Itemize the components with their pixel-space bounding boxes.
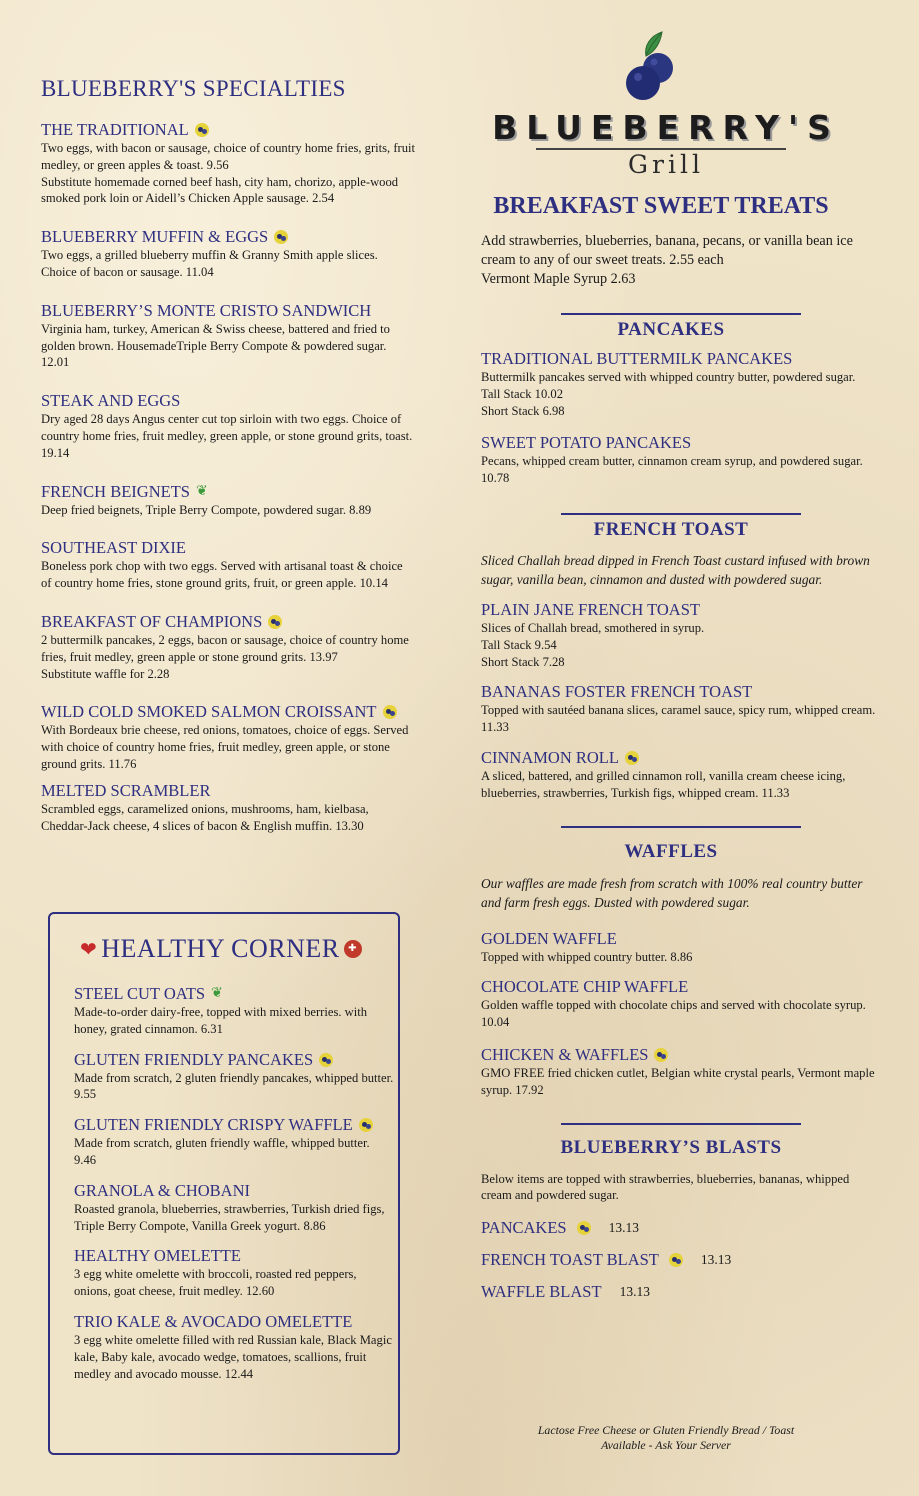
menu-item-description: Scrambled eggs, caramelized onions, mushrooms, ham, kielbasa, Cheddar-Jack cheese, 4 slices of bacon & English muffin. 13.30 [41,801,369,833]
blast-item-name: WAFFLE BLAST [481,1282,602,1302]
menu-item-title: STEAK AND EGGS [41,391,181,411]
menu-item-title: TRADITIONAL BUTTERMILK PANCAKES [481,349,793,368]
menu-item-description: Made from scratch, 2 gluten friendly pancakes, whipped butter. 9.55 [74,1070,394,1102]
menu-item-name [41,391,416,411]
menu-item-name [41,538,416,558]
menu-item [481,433,881,487]
blast-item [481,1250,881,1270]
menu-item [41,227,416,281]
blasts-list [481,1218,881,1302]
blueberry-icon [319,1053,333,1067]
menu-item-description: Two eggs, with bacon or sausage, choice of country home fries, grits, fruit medley, or green apples & toast. 9.56 Substitute homemade corned beef hash, city ham, chorizo, apple-wood smoked pork loin or Aidell’s Chicken Apple sausage. 2.54 [41,141,416,206]
menu-item-name [481,748,881,768]
menu-item-name [481,929,881,949]
blasts-title: BLUEBERRY’S BLASTS [560,1136,782,1158]
menu-item-title: BLUEBERRY MUFFIN & EGGS [41,227,269,247]
menu-item-name [41,227,416,247]
leaf-icon: ❦ [211,986,223,1001]
menu-item-description: Pecans, whipped cream butter, cinnamon cream syrup, and powdered sugar. 10.78 [481,454,863,486]
menu-item-name [74,1181,394,1201]
menu-item [74,1115,394,1169]
menu-item-name [41,120,416,140]
blueberry-icon [383,705,397,719]
menu-item [481,977,881,1031]
menu-item-description: A sliced, battered, and grilled cinnamon roll, vanilla cream cheese icing, blueberries, strawberries, Turkish figs, whipped cream. 11.33 [481,768,846,800]
menu-item-name [481,977,881,997]
menu-item-name [74,984,394,1004]
menu-item [41,781,416,835]
menu-item-description: Boneless pork chop with two eggs. Served with artisanal toast & choice of country home fries, stone ground grits, fruit, or green apple. 10.14 [41,559,403,591]
blueberry-icon [195,123,209,137]
sweet-treats-title: BREAKFAST SWEET TREATS [493,193,829,219]
leaf-icon: ❦ [195,483,208,499]
menu-item-description: With Bordeaux brie cheese, red onions, tomatoes, choice of eggs. Served with choice of country home fries, fruit medley, green apple, or stone ground grits. 11.76 [41,723,409,771]
menu-item-description: 3 egg white omelette with broccoli, roasted red peppers, onions, goat cheese, fruit medley. 12.60 [74,1267,357,1299]
menu-item-name [41,781,416,801]
waffles-title: WAFFLES [624,840,718,862]
menu-item-name [481,433,881,453]
healthy-badge-icon: ✚ [344,940,362,958]
menu-item-name [481,682,881,702]
blast-item-price: 13.13 [608,1220,639,1236]
blueberry-icon [274,230,288,244]
menu-item [74,1312,394,1382]
menu-item-description: Buttermilk pancakes served with whipped country butter, powdered sugar. Tall Stack 10.02 Short Stack 6.98 [481,370,856,418]
menu-item [481,748,881,802]
menu-item-title: SWEET POTATO PANCAKES [481,433,692,453]
blast-item-name: FRENCH TOAST BLAST [481,1250,659,1270]
menu-item-title: BANANAS FOSTER FRENCH TOAST [481,682,753,702]
blueberry-icon [669,1253,683,1267]
blast-item-price: 13.13 [619,1284,650,1300]
menu-item [41,301,416,371]
menu-item-title: STEEL CUT OATS [74,984,206,1003]
waffles-list [481,929,881,1099]
blueberry-icon [654,1048,668,1062]
menu-item [41,538,416,592]
menu-item-title: PLAIN JANE FRENCH TOAST [481,599,700,619]
menu-item-description: 2 buttermilk pancakes, 2 eggs, bacon or sausage, choice of country home fries, fruit medley, green apple or stone ground grits. 13.97 Substitute waffle for 2.28 [41,632,409,681]
french-toast-intro: Sliced Challah bread dipped in French Toast custard infused with brown sugar, vanilla bean, cinnamon and dusted with powdered sugar. [481,552,870,588]
pancakes-rule [561,313,801,315]
menu-item-name [74,1312,394,1332]
menu-item-description: Topped with whipped country butter. 8.86 [481,949,693,964]
healthy-corner-box [48,912,400,1455]
menu-item-title: GOLDEN WAFFLE [481,928,617,948]
menu-item-name [74,1246,394,1266]
pancakes-title: PANCAKES [617,319,725,340]
menu-item-description: GMO FREE fried chicken cutlet, Belgian white crystal pearls, Vermont maple syrup. 17.92 [481,1065,875,1097]
menu-item-title: BREAKFAST OF CHAMPIONS [41,611,263,631]
menu-item [41,702,416,772]
specialties-title: BLUEBERRY'S SPECIALTIES [41,76,346,101]
menu-item-name [41,301,416,321]
menu-item [74,1181,394,1235]
sweet-treats-intro: Add strawberries, blueberries, banana, pecans, or vanilla bean ice cream to any of our sweet treats. 2.55 each Vermont Maple Syrup 2.63 [481,233,853,287]
blueberry-logo-icon [616,28,686,103]
menu-item-description: Deep fried beignets, Triple Berry Compote, powdered sugar. 8.89 [41,502,372,517]
menu-item-description: Made-to-order dairy-free, topped with mixed berries. with honey, grated cinnamon. 6.31 [74,1005,368,1036]
menu-item [74,984,394,1038]
menu-item-name [74,1115,394,1135]
sweet-treats-section [481,20,881,1302]
menu-item [74,1050,394,1104]
french-toast-title: FRENCH TOAST [593,518,749,540]
specialties-section [41,76,416,834]
blast-item [481,1282,881,1302]
menu-item-description: Dry aged 28 days Angus center cut top sirloin with two eggs. Choice of country home fries, fruit medley, green apple, or stone ground grits, toast. 19.14 [41,412,413,460]
menu-item-description: Golden waffle topped with chocolate chips and served with chocolate syrup. 10.04 [481,998,866,1030]
menu-item [481,349,881,419]
specialties-list [41,120,416,834]
menu-item-title: GRANOLA & CHOBANI [74,1180,251,1200]
menu-item-description: Topped with sautéed banana slices, caramel sauce, spicy rum, whipped cream. 11.33 [481,703,876,735]
menu-item-title: WILD COLD SMOKED SALMON CROISSANT [41,702,377,722]
menu-item [481,1045,881,1099]
waffles-intro: Our waffles are made fresh from scratch with 100% real country butter and farm fresh eggs. Dusted with powdered sugar. [481,875,863,911]
menu-item-description: Slices of Challah bread, smothered in syrup. Tall Stack 9.54 Short Stack 7.28 [481,620,705,669]
menu-item-description: 3 egg white omelette filled with red Russian kale, Black Magic kale, Baby kale, avocado wedge, tomatoes, scallions, fruit medley and avocado mousse. 12.44 [74,1332,392,1381]
blasts-intro: Below items are topped with strawberries, blueberries, bananas, whipped cream and powdered sugar. [481,1171,850,1203]
blueberry-icon [359,1118,373,1132]
menu-item [41,120,416,207]
menu-item-name [481,1045,881,1065]
blasts-rule [561,1123,801,1125]
menu-item-name [74,1050,394,1070]
menu-item [74,1246,394,1300]
menu-item [481,682,881,736]
menu-item-title: GLUTEN FRIENDLY CRISPY WAFFLE [74,1115,353,1135]
menu-item-description: Made from scratch, gluten friendly waffle, whipped butter. 9.46 [74,1136,370,1167]
menu-item-title: MELTED SCRAMBLER [41,780,211,800]
menu-item-name [481,349,881,369]
menu-item-title: SOUTHEAST DIXIE [41,538,186,558]
heart-icon: ❤ [80,938,98,961]
restaurant-logo [456,20,876,190]
menu-item-title: TRIO KALE & AVOCADO OMELETTE [74,1311,353,1331]
blast-item-name: PANCAKES [481,1218,567,1238]
menu-item-title: HEALTHY OMELETTE [74,1246,241,1266]
menu-item-description: Virginia ham, turkey, American & Swiss cheese, battered and fried to golden brown. HousemadeTriple Berry Compote & powdered sugar. 12.01 [41,321,390,370]
menu-item-description: Two eggs, a grilled blueberry muffin & Granny Smith apple slices. Choice of bacon or sausage. 11.04 [41,248,378,279]
menu-item-description: Roasted granola, blueberries, strawberries, Turkish dried figs, Triple Berry Compote, Vanilla Greek yogurt. 8.86 [74,1201,385,1233]
blast-item [481,1218,881,1238]
menu-item [41,391,416,461]
menu-item-name [41,612,416,632]
menu-item-title: BLUEBERRY’S MONTE CRISTO SANDWICH [41,300,372,320]
menu-item-name [481,600,881,620]
pancakes-list [481,349,881,487]
logo-wordmark: BLUEBERRY'S [492,108,840,147]
menu-item-title: THE TRADITIONAL [41,120,189,139]
menu-item-title: CINNAMON ROLL [481,747,619,767]
french-toast-list [481,600,881,802]
waffles-rule [561,826,801,828]
healthy-corner-list [74,914,394,1382]
healthy-corner-label: HEALTHY CORNER [101,934,340,963]
menu-item [41,612,416,682]
menu-item-title: CHOCOLATE CHIP WAFFLE [481,977,689,997]
blueberry-icon [625,751,639,765]
menu-item [41,482,416,519]
french-toast-rule [561,513,801,515]
menu-item-name [41,482,416,502]
footer-note: Lactose Free Cheese or Gluten Friendly Bread / Toast Available - Ask Your Server [537,1423,795,1452]
blast-item-price: 13.13 [700,1252,732,1268]
menu-item-title: FRENCH BEIGNETS [41,481,190,501]
blueberry-icon [268,615,282,629]
menu-item-title: GLUTEN FRIENDLY PANCAKES [74,1049,314,1069]
logo-subtitle: Grill [628,150,704,179]
menu-item-title: CHICKEN & WAFFLES [481,1044,649,1064]
menu-item [481,600,881,670]
blueberry-icon [577,1221,591,1235]
menu-item-name [41,702,416,722]
menu-item [481,929,881,966]
